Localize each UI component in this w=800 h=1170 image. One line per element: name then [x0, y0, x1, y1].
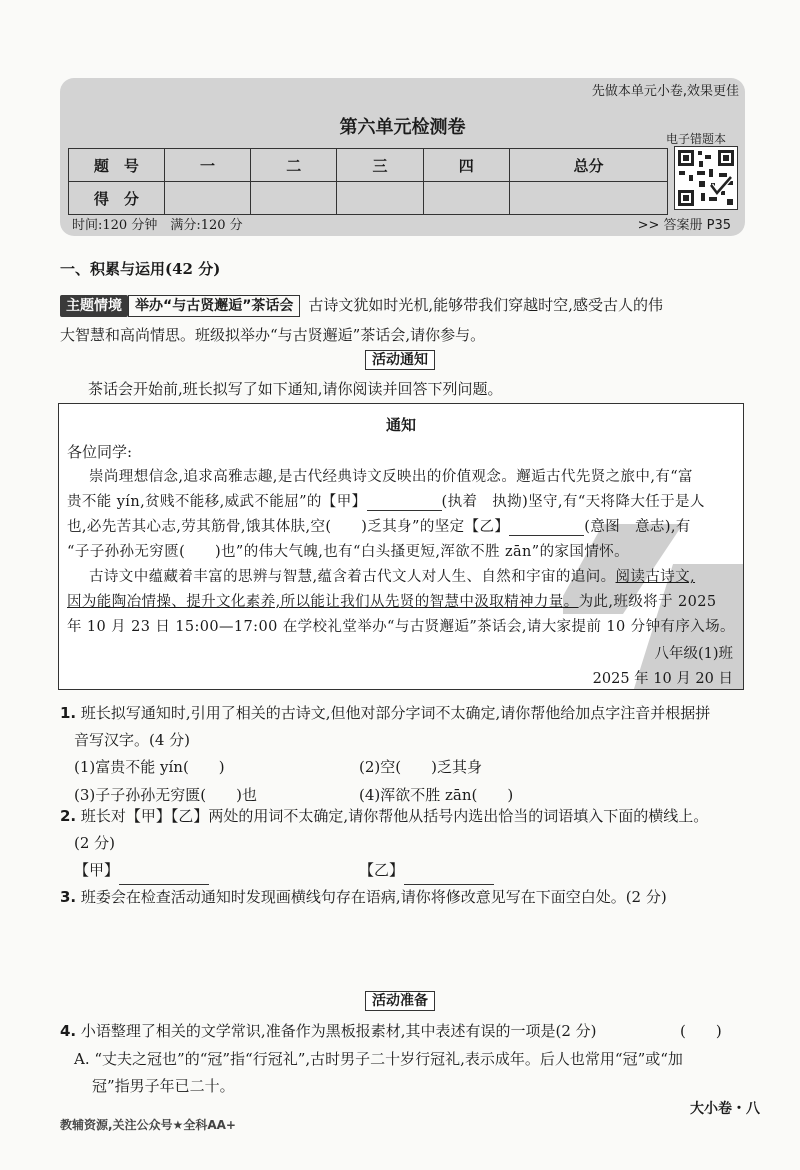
notice-text: 贵不能 yín,贫贱不能移,威武不能屈”的【甲】 [67, 494, 367, 510]
yi-answer [359, 857, 494, 885]
notice-text: (执着 执拗)坚守,有“天将降大任于是人 [441, 494, 705, 510]
notice-signature-class: 八年级(1)班 [654, 646, 733, 662]
question-1-items [74, 754, 754, 810]
question-stem: 小语整理了相关的文学常识,准备作为黑板报素材,其中表述有误的一项是(2 分) [80, 1022, 597, 1040]
question-stem: 班委会在检查活动通知时发现画横线句存在语病,请你将修改意见写在下面空白处。(2 分) [80, 888, 667, 906]
underlined-sentence: 因为能陶冶情操、提升文化素养,所以能让我们从先贤的智慧中汲取精神力量。 [67, 594, 579, 610]
notice-line: “子子孙孙无穷匮( )也”的伟大气魄,也有“白头搔更短,浑欲不胜 zān”的家国情怀。 [67, 544, 630, 560]
score-input-cell[interactable] [337, 182, 423, 215]
score-table-cell: 一 [164, 149, 250, 182]
theme-paragraph [60, 290, 750, 350]
qr-label: 电子错题本 [666, 132, 727, 146]
notice-intro: 茶话会开始前,班长拟写了如下通知,请你阅读并回答下列问题。 [88, 380, 503, 398]
notice-signature-date: 2025 年 10 月 20 日 [592, 671, 733, 687]
score-table-score-row [69, 182, 668, 215]
question-number: 4. [60, 1022, 77, 1040]
activity-label-text: 活动准备 [365, 991, 435, 1011]
section-heading: 一、积累与运用(42 分) [60, 260, 221, 278]
question-number: 2. [60, 807, 77, 825]
notice-title: 通知 [385, 416, 416, 434]
exam-header-card [60, 78, 745, 236]
score-table-cell: 得 分 [69, 182, 165, 215]
question-2-answers [74, 857, 754, 884]
header-tagline: 先做本单元小卷,效果更佳 [591, 84, 739, 99]
notice-text: 为此,班级将于 2025 [578, 594, 717, 610]
question-3 [60, 884, 750, 911]
time-info: 时间:120 分钟 满分:120 分 [72, 218, 243, 233]
question-stem: 班长拟写通知时,引用了相关的古诗文,但他对部分字词不太确定,请你帮他给加点字注音并根据拼 [80, 704, 711, 722]
sub-item[interactable]: (1)富贵不能 yín( ) [74, 758, 225, 776]
yi-answer-blank[interactable] [404, 857, 494, 885]
notice-line [67, 590, 739, 611]
theme-text: 大智慧和高尚情思。班级拟举办“与古贤邂逅”茶话会,请你参与。 [60, 326, 486, 344]
score-input-cell[interactable] [423, 182, 509, 215]
yi-label: 【乙】 [359, 861, 405, 879]
notice-text: 古诗文中蕴藏着丰富的思辨与智慧,蕴含着古代文人对人生、自然和宇宙的追问。 [89, 569, 616, 585]
question-1 [60, 700, 750, 754]
footer-watermark: 教辅资源,关注公众号★全科AA+ [60, 1118, 236, 1132]
score-table-cell: 四 [423, 149, 509, 182]
notice-line: 年 10 月 23 日 15:00—17:00 在学校礼堂举办“与古贤邂逅”茶话会,请大家提前 10 分钟有序入场。 [67, 619, 735, 635]
jia-answer-blank[interactable] [119, 857, 209, 885]
notice-salutation: 各位同学: [67, 443, 133, 461]
question-stem: (2 分) [74, 834, 116, 852]
question-3-answer-area[interactable] [74, 915, 744, 985]
sub-item[interactable]: (2)空( )乏其身 [359, 758, 482, 776]
notice-text: 也,必先苦其心志,劳其筋骨,饿其体肤,空( )乏其身”的坚定【乙】 [67, 519, 510, 535]
jia-blank[interactable] [367, 494, 442, 511]
underlined-sentence: 阅读古诗文, [615, 569, 696, 585]
activity-label [0, 990, 800, 1010]
question-number: 1. [60, 704, 77, 722]
notice-line [67, 490, 739, 511]
score-table-cell: 总分 [509, 149, 667, 182]
question-2 [60, 803, 750, 857]
score-table-cell: 题 号 [69, 149, 165, 182]
notice-box [58, 403, 744, 690]
score-input-cell[interactable] [509, 182, 667, 215]
exam-title: 第六单元检测卷 [339, 117, 466, 138]
sub-item[interactable]: (3)子子孙孙无穷匮( )也 [74, 786, 257, 804]
option-a[interactable] [74, 1046, 750, 1100]
notice-line: 崇尚理想信念,追求高雅志趣,是古代经典诗文反映出的价值观念。邂逅古代先贤之旅中,有“富 [89, 469, 693, 485]
question-stem: 音写汉字。(4 分) [74, 731, 191, 749]
score-table [68, 148, 668, 215]
option-text: A. “丈夫之冠也”的“冠”指“行冠礼”,古时男子二十岁行冠礼,表示成年。后人也常用“冠”或“加 [74, 1050, 683, 1068]
theme-text: 古诗文犹如时光机,能够带我们穿越时空,感受古人的伟 [308, 296, 663, 314]
notice-line [67, 515, 739, 536]
sub-item[interactable]: (4)浑欲不胜 zān( ) [359, 786, 514, 804]
notice-text: (意图 意志),有 [584, 519, 691, 535]
score-input-cell[interactable] [251, 182, 337, 215]
score-input-cell[interactable] [164, 182, 250, 215]
jia-label: 【甲】 [74, 861, 120, 879]
score-table-cell: 三 [337, 149, 423, 182]
page-footer-label: 大小卷・八 [690, 1101, 760, 1117]
score-table-cell: 二 [251, 149, 337, 182]
question-stem: 班长对【甲】【乙】两处的用词不太确定,请你帮他从括号内选出恰当的词语填入下面的横线上。 [80, 807, 709, 825]
option-text: 冠”指男子年已二十。 [92, 1077, 235, 1095]
score-table-header-row [69, 149, 668, 182]
activity-label-text: 活动通知 [365, 350, 435, 370]
notice-line [89, 565, 744, 586]
activity-label [0, 349, 800, 369]
question-4 [60, 1018, 750, 1045]
question-number: 3. [60, 888, 77, 906]
theme-tag: 主题情境 [60, 295, 128, 317]
answer-parenthesis[interactable]: ( ) [680, 1022, 722, 1040]
theme-event: 举办“与古贤邂逅”茶话会 [128, 295, 300, 317]
yi-blank[interactable] [509, 519, 584, 536]
answer-reference: >> 答案册 P35 [637, 218, 731, 233]
qr-code-icon[interactable] [674, 146, 738, 210]
jia-answer [74, 857, 209, 885]
